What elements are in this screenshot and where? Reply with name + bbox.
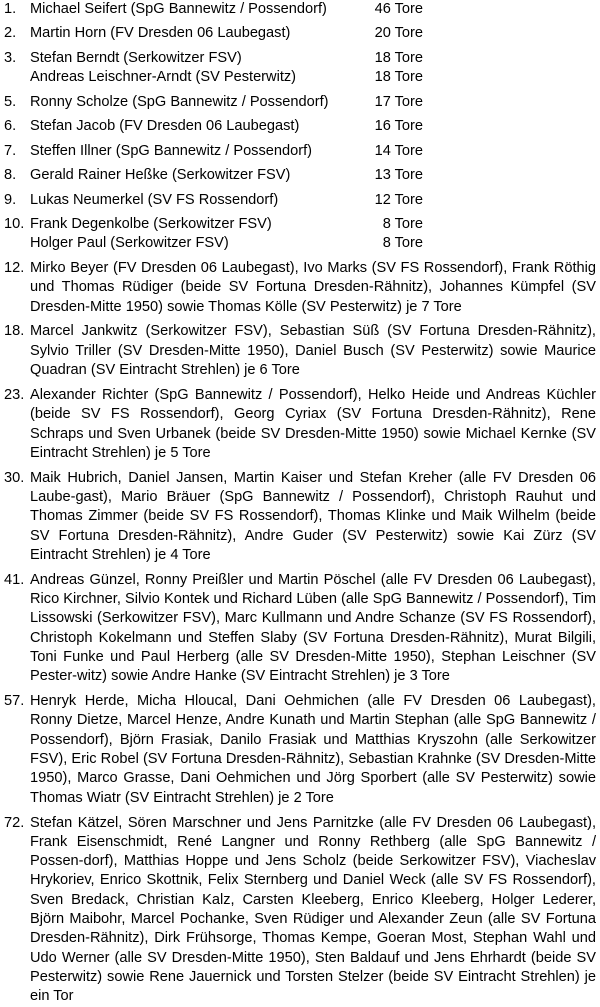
scorer-entry [0,0,600,19]
goal-count: 18 Tore [374,49,423,66]
rank-label: 8. [4,167,17,184]
rank-label: 1. [4,1,17,17]
player-name: Michael Seifert (SpG Bannewitz / Possendorf) [30,1,327,17]
scorer-entry [0,166,600,185]
rank-label: 30. [4,469,25,486]
scorer-group [0,469,600,565]
goal-count: 16 Tore [374,118,423,135]
goal-count: 13 Tore [374,167,423,184]
rank-label: 3. [4,49,17,66]
scorer-entry [0,49,600,88]
scorer-entry [0,24,600,43]
scorer-entry [0,142,600,161]
scorer-group [0,386,600,463]
player-name: Steffen Illner (SpG Bannewitz / Possendorf) [30,142,313,159]
rank-label: 7. [4,142,17,159]
scorer-entry [0,191,600,210]
goal-count: 18 Tore [374,69,423,86]
player-name: Stefan Berndt (Serkowitzer FSV) [30,49,242,66]
group-text: Henryk Herde, Micha Hloucal, Dani Oehmichen (alle FV Dresden 06 Laubegast), Ronny Dietze, Marcel Henze, Andre Kunath und Martin Stephan (alle SpG Bannewitz / Possendorf), Björn Frasiak, Danilo Frasiak und Matthias Kryszohn (alle Serkowitzer FSV), Eric Robel (SV Fortuna Dresden-Rähnitz), Sebastian Krahnke (SV Dresden-Mitte 1950), Marco Grasse, Dani Oehmichen und Jörg Sporbert (alle SV Pesterwitz) sowie Thomas Wiatr (SV Eintracht Strehlen) je 2 Tore [30,693,596,806]
goal-count: 20 Tore [374,25,423,42]
scorer-entry [0,93,600,112]
group-text: Maik Hubrich, Daniel Jansen, Martin Kaiser und Stefan Kreher (alle FV Dresden 06 Laube-gast), Mario Bräuer (SpG Bannewitz / Possendorf), Christoph Rauhut und Thomas Zimmer (beide SV FS Rossendorf), Thomas Klinke und Maik Wilhelm (beide SV Fortuna Dresden-Rähnitz), Andre Guder (SV Pesterwitz) sowie Kai Zürz (SV Eintracht Strehlen) je 4 Tore [30,469,596,563]
group-text: Andreas Günzel, Ronny Preißler und Martin Pöschel (alle FV Dresden 06 Laubegast), Rico Kirchner, Silvio Kontek und Richard Lüben (alle SpG Bannewitz / Possendorf), Tim Lissowski (Serkowitzer FSV), Marc Kullmann und Andre Schanze (SV FS Rossendorf), Christoph Kokelmann und Steffen Slaby (SV Fortuna Dresden-Rähnitz), Murat Bilgili, Toni Funke und Paul Herberg (alle SV Dresden-Mitte 1950), Stephan Leischner (SV Pester-witz) sowie Andre Hanke (SV Eintracht Strehlen) je 3 Tore [30,571,596,685]
scorer-group [0,692,600,808]
group-text: Stefan Kätzel, Sören Marschner und Jens Parnitzke (alle FV Dresden 06 Laubegast), Frank Eisenschmidt, René Langner und Ronny Rethberg (alle SpG Bannewitz / Possen-dorf), Matthias Hoppe und Jens Scholz (beide Serkowitzer FSV), Viacheslav Hrykoriev, Enrico Skottnik, Felix Sternberg und Daniel Weck (alle SV FS Rossendorf), Sven Bredack, Christian Kalz, Carsten Kleeberg, Enrico Kleeberg, Holger Lederer, Björn Maibohr, Marcel Pochanke, Sven Rüdiger und Alexander Zeun (alle SV Fortuna Dresden-Rähnitz), Dirk Frühsorge, Thomas Kempe, Goeran Most, Stephan Wahl und Udo Werner (alle SV Dresden-Mitte 1950), Sten Baldauf und Jens Ehrhardt (beide SV Pesterwitz) sowie Rene Jauernick und Torsten Stelzer (beide SV Eintracht Strehlen) je ein Tor [30,814,596,1005]
goal-count: 8 Tore [382,216,423,233]
scorer-entry [0,215,600,254]
player-name: Martin Horn (FV Dresden 06 Laubegast) [30,25,291,42]
rank-label: 12. [4,259,25,276]
scorer-entry [0,117,600,136]
rank-label: 18. [4,323,25,340]
goal-count: 12 Tore [374,191,423,208]
goal-count: 17 Tore [374,93,423,110]
player-name: Holger Paul (Serkowitzer FSV) [30,235,229,252]
rank-label: 23. [4,386,25,403]
rank-label: 9. [4,191,17,208]
scorer-group [0,259,600,317]
rank-label: 10. [4,216,25,233]
rank-label: 72. [4,814,25,831]
goal-count: 46 Tore [374,1,423,17]
group-text: Mirko Beyer (FV Dresden 06 Laubegast), Ivo Marks (SV FS Rossendorf), Frank Röthig und Thomas Rüdiger (beide SV Fortuna Dresden-Rähnitz), Johannes Kümpfel (SV Dresden-Mitte 1950) sowie Thomas Kölle (SV Pesterwitz) je 7 Tore [30,259,596,315]
scorer-group [0,322,600,380]
scorer-group [0,814,600,1007]
player-name: Frank Degenkolbe (Serkowitzer FSV) [30,216,272,233]
group-text: Marcel Jankwitz (Serkowitzer FSV), Sebastian Süß (SV Fortuna Dresden-Rähnitz), Sylvio Triller (SV Dresden-Mitte 1950), Daniel Busch (SV Pesterwitz) sowie Maurice Quadran (SV Eintracht Strehlen) je 6 Tore [30,323,596,379]
rank-label: 2. [4,25,17,42]
rank-label: 5. [4,93,17,110]
player-name: Lukas Neumerkel (SV FS Rossendorf) [30,191,279,208]
group-text: Alexander Richter (SpG Bannewitz / Possendorf), Helko Heide und Andreas Küchler (beide SV FS Rossendorf), Georg Cyriax (SV Fortuna Dresden-Rähnitz), Rene Schraps und Sven Urbanek (beide SV Dresden-Mitte 1950) sowie Michael Kernke (SV Eintracht Strehlen) je 5 Tore [30,386,596,461]
goal-count: 8 Tore [382,235,423,252]
player-name: Ronny Scholze (SpG Bannewitz / Possendorf) [30,93,329,110]
player-name: Stefan Jacob (FV Dresden 06 Laubegast) [30,118,300,135]
goal-count: 14 Tore [374,142,423,159]
rank-label: 41. [4,571,25,588]
player-name: Gerald Rainer Heßke (Serkowitzer FSV) [30,167,291,184]
rank-label: 6. [4,118,17,135]
player-name: Andreas Leischner-Arndt (SV Pesterwitz) [30,69,297,86]
rank-label: 57. [4,693,25,710]
scorer-group [0,571,600,687]
